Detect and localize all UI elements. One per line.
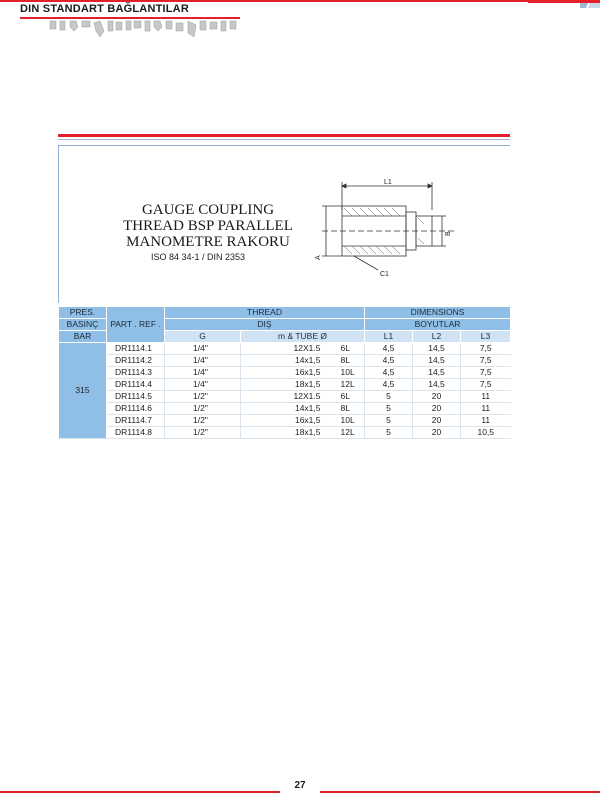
pressure-cell: 315 bbox=[59, 343, 107, 439]
header-top-rule bbox=[0, 0, 540, 2]
thread-m-cell: 18x1,5 bbox=[241, 427, 327, 439]
spec-table bbox=[58, 306, 511, 439]
l3-cell: 7,5 bbox=[461, 379, 511, 391]
thread-m-cell: 12X1.5 bbox=[241, 343, 327, 355]
fittings-thumbnail-strip bbox=[48, 17, 248, 47]
technical-drawing bbox=[314, 176, 474, 280]
l3-cell: 11 bbox=[461, 391, 511, 403]
l2-cell: 20 bbox=[413, 391, 461, 403]
header-part-ref: PART . REF . bbox=[107, 307, 165, 343]
header-basinc: BASINÇ bbox=[59, 319, 107, 331]
thread-m-cell: 12X1.5 bbox=[241, 391, 327, 403]
l2-cell: 20 bbox=[413, 427, 461, 439]
tube-cell: 8L bbox=[327, 403, 365, 415]
header-bar: BAR bbox=[59, 331, 107, 343]
drawing-label-a: A bbox=[315, 255, 322, 260]
corner-logo-mark bbox=[528, 0, 600, 10]
page-number: 27 bbox=[294, 780, 306, 791]
header-dis: DIŞ bbox=[165, 319, 365, 331]
l1-cell: 5 bbox=[365, 391, 413, 403]
tube-cell: 12L bbox=[327, 379, 365, 391]
l1-cell: 4,5 bbox=[365, 367, 413, 379]
l1-cell: 5 bbox=[365, 403, 413, 415]
thread-g-cell: 1/4" bbox=[165, 343, 241, 355]
part-ref-cell: DR1114.1 bbox=[107, 343, 165, 355]
header-l2: L2 bbox=[413, 331, 461, 343]
section-title: DIN STANDART BAĞLANTILAR bbox=[20, 3, 189, 15]
l1-cell: 5 bbox=[365, 415, 413, 427]
l3-cell: 7,5 bbox=[461, 367, 511, 379]
thread-m-cell: 14x1,5 bbox=[241, 403, 327, 415]
tube-cell: 12L bbox=[327, 427, 365, 439]
product-title-line-1: GAUGE COUPLING bbox=[141, 202, 275, 218]
thread-g-cell: 1/2" bbox=[165, 415, 241, 427]
footer-rule-left bbox=[0, 791, 280, 793]
table-row bbox=[59, 355, 511, 367]
header-g: G bbox=[165, 331, 241, 343]
l1-cell: 4,5 bbox=[365, 379, 413, 391]
part-ref-cell: DR1114.3 bbox=[107, 367, 165, 379]
table-row bbox=[59, 379, 511, 391]
header-pres: PRES. bbox=[59, 307, 107, 319]
thread-g-cell: 1/2" bbox=[165, 391, 241, 403]
thread-m-cell: 16x1,5 bbox=[241, 415, 327, 427]
table-row bbox=[59, 367, 511, 379]
header-boyutlar: BOYUTLAR bbox=[365, 319, 511, 331]
tube-cell: 6L bbox=[327, 343, 365, 355]
thread-g-cell: 1/2" bbox=[165, 427, 241, 439]
l2-cell: 14,5 bbox=[413, 379, 461, 391]
product-standard: ISO 84 34-1 / DIN 2353 bbox=[150, 252, 246, 262]
tube-cell: 6L bbox=[327, 391, 365, 403]
tube-cell: 10L bbox=[327, 367, 365, 379]
product-title bbox=[118, 202, 298, 250]
table-row bbox=[59, 343, 511, 355]
part-ref-cell: DR1114.8 bbox=[107, 427, 165, 439]
l2-cell: 14,5 bbox=[413, 343, 461, 355]
l3-cell: 7,5 bbox=[461, 355, 511, 367]
table-row bbox=[59, 415, 511, 427]
l2-cell: 20 bbox=[413, 403, 461, 415]
thread-g-cell: 1/4" bbox=[165, 367, 241, 379]
thread-m-cell: 16x1,5 bbox=[241, 367, 327, 379]
part-ref-cell: DR1114.4 bbox=[107, 379, 165, 391]
thread-g-cell: 1/4" bbox=[165, 355, 241, 367]
thread-m-cell: 18x1,5 bbox=[241, 379, 327, 391]
l1-cell: 4,5 bbox=[365, 355, 413, 367]
l2-cell: 14,5 bbox=[413, 355, 461, 367]
thread-m-cell: 14x1,5 bbox=[241, 355, 327, 367]
thread-g-cell: 1/2" bbox=[165, 403, 241, 415]
l3-cell: 11 bbox=[461, 403, 511, 415]
thread-g-cell: 1/4" bbox=[165, 379, 241, 391]
header-m-tube: m & TUBE Ø bbox=[241, 331, 365, 343]
l3-cell: 7,5 bbox=[461, 343, 511, 355]
header-l1: L1 bbox=[365, 331, 413, 343]
drawing-label-l1: L1 bbox=[384, 179, 392, 186]
product-top-rule bbox=[58, 134, 510, 137]
product-sub-rule bbox=[58, 139, 510, 140]
header-dimensions: DIMENSIONS bbox=[365, 307, 511, 319]
l3-cell: 10,5 bbox=[461, 427, 511, 439]
part-ref-cell: DR1114.2 bbox=[107, 355, 165, 367]
header-thread: THREAD bbox=[165, 307, 365, 319]
part-ref-cell: DR1114.5 bbox=[107, 391, 165, 403]
drawing-label-c1: C1 bbox=[380, 271, 389, 278]
tube-cell: 10L bbox=[327, 415, 365, 427]
part-ref-cell: DR1114.6 bbox=[107, 403, 165, 415]
table-row bbox=[59, 403, 511, 415]
part-ref-cell: DR1114.7 bbox=[107, 415, 165, 427]
product-title-line-2: THREAD BSP PARALLEL bbox=[123, 218, 293, 234]
l1-cell: 4,5 bbox=[365, 343, 413, 355]
l2-cell: 14,5 bbox=[413, 367, 461, 379]
drawing-label-b: B bbox=[445, 231, 452, 236]
l1-cell: 5 bbox=[365, 427, 413, 439]
footer-rule-right bbox=[320, 791, 600, 793]
tube-cell: 8L bbox=[327, 355, 365, 367]
product-title-line-3: MANOMETRE RAKORU bbox=[126, 234, 290, 250]
table-row bbox=[59, 391, 511, 403]
l3-cell: 11 bbox=[461, 415, 511, 427]
header-l3: L3 bbox=[461, 331, 511, 343]
l2-cell: 20 bbox=[413, 415, 461, 427]
table-row bbox=[59, 427, 511, 439]
